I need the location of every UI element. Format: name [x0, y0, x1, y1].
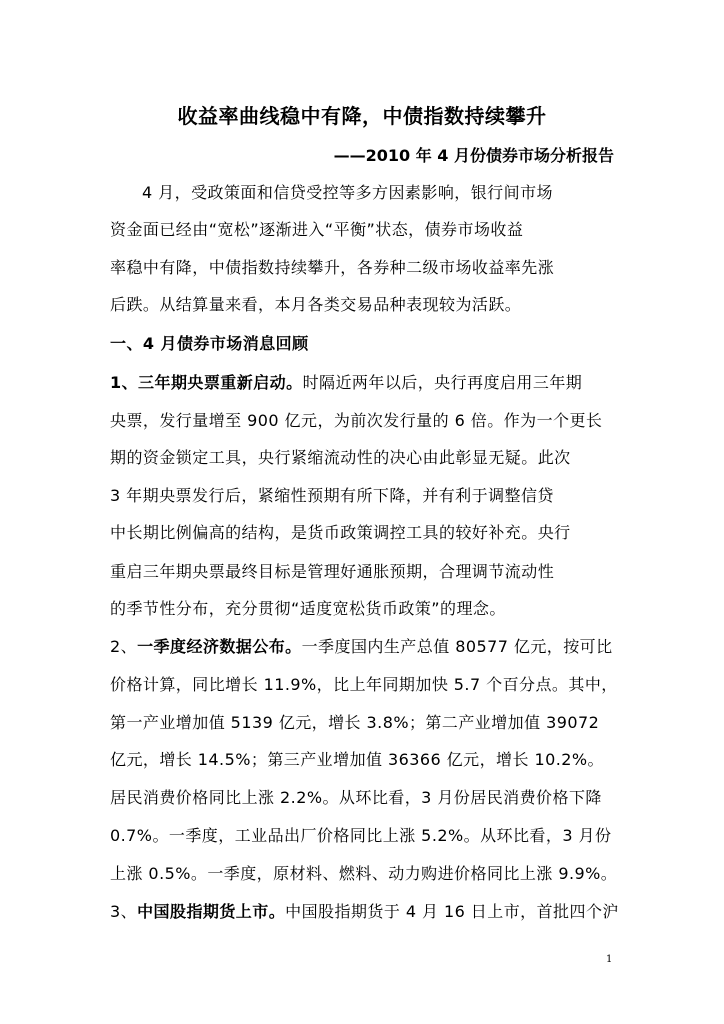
item2-number: 2、 [110, 637, 138, 656]
section-heading: 一、4 月债券市场消息回顾 [110, 334, 309, 353]
item1-line: 的季节性分布，充分贯彻“适度宽松货币政策”的理念。 [110, 599, 506, 618]
intro-line: 后跌。从结算量来看，本月各类交易品种表现较为活跃。 [110, 295, 522, 314]
item2-line: 第一产业增加值 5139 亿元，增长 3.8%；第二产业增加值 39072 [110, 713, 600, 732]
item2-line: 亿元，增长 14.5%；第三产业增加值 36366 亿元，增长 10.2%。 [110, 750, 604, 769]
item1-line: 重启三年期央票最终目标是管理好通胀预期，合理调节流动性 [110, 562, 555, 581]
item2-line: 居民消费价格同比上涨 2.2%。从环比看，3 月份居民消费价格下降 [110, 788, 602, 807]
item3-heading: 中国股指期货上市。 [137, 902, 286, 921]
item3-first-line [110, 901, 620, 923]
item1-line: 央票，发行量增至 900 亿元，为前次发行量的 6 倍。作为一个更长 [110, 411, 603, 430]
item2-first-line [110, 636, 620, 658]
item1-heading: 三年期央票重新启动。 [138, 373, 303, 392]
intro-line: 率稳中有降，中债指数持续攀升，各券种二级市场收益率先涨 [110, 258, 555, 277]
intro-line: 资金面已经由“宽松”逐渐进入“平衡”状态，债券市场收益 [110, 220, 524, 239]
item3-text: 中国股指期货于 4 月 16 日上市，首批四个沪 [285, 902, 619, 921]
intro-line: 4 月，受政策面和信贷受控等多方因素影响，银行间市场 [142, 183, 553, 202]
item2-line: 0.7%。一季度，工业品出厂价格同比上涨 5.2%。从环比看，3 月份 [110, 826, 612, 845]
item1-number: 1、 [110, 373, 139, 392]
item3-number: 3、 [110, 902, 138, 921]
item2-text: 一季度国内生产总值 80577 亿元，按可比 [301, 637, 613, 656]
item1-line: 期的资金锁定工具，央行紧缩流动性的决心由此彰显无疑。此次 [110, 448, 571, 467]
item1-text: 时隔近两年以后，央行再度启用三年期 [302, 373, 583, 392]
item1-line: 中长期比例偏高的结构，是货币政策调控工具的较好补充。央行 [110, 523, 571, 542]
page-number: 1 [606, 954, 613, 965]
item1-first-line [110, 372, 620, 394]
item1-line: 3 年期央票发行后，紧缩性预期有所下降，并有利于调整信贷 [110, 486, 554, 505]
report-title: 收益率曲线稳中有降，中债指数持续攀升 [177, 104, 547, 128]
item2-line: 价格计算，同比增长 11.9%，比上年同期加快 5.7 个百分点。其中， [110, 675, 618, 694]
item2-heading: 一季度经济数据公布。 [137, 637, 302, 656]
report-subtitle: ——2010 年 4 月份债券市场分析报告 [333, 146, 614, 165]
item2-line: 上涨 0.5%。一季度，原材料、燃料、动力购进价格同比上涨 9.9%。 [110, 864, 618, 883]
